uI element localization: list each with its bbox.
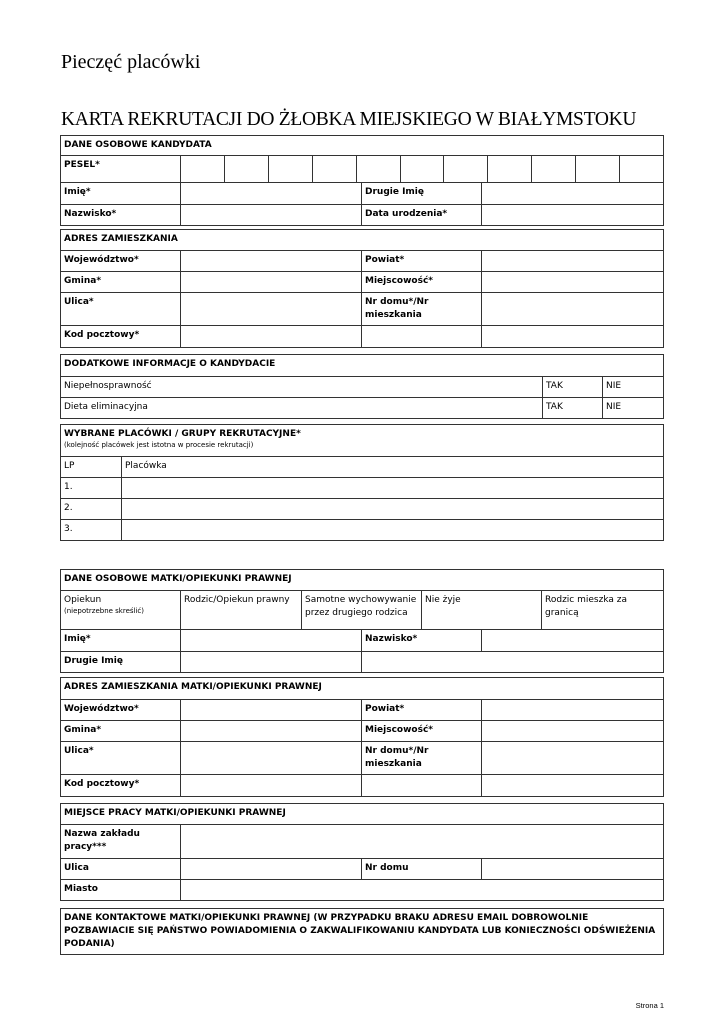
pesel-digit[interactable] <box>312 156 356 182</box>
additional-info-section <box>60 354 664 419</box>
facilities-header: WYBRANE PLACÓWKI / GRUPY REKRUTACYJNE* <box>64 429 301 439</box>
disability-yes-option[interactable]: TAK <box>543 377 603 398</box>
stamp-label: Pieczęć placówki <box>61 51 201 73</box>
section-header: DANE OSOBOWE MATKI/OPIEKUNKI PRAWNEJ <box>61 570 664 591</box>
mother-name-section <box>60 629 664 673</box>
company-field[interactable] <box>181 825 664 859</box>
birth-date-field[interactable] <box>482 205 664 226</box>
disability-label: Niepełnosprawność <box>61 377 543 398</box>
pesel-digit[interactable] <box>532 156 576 182</box>
birth-date-label: Data urodzenia* <box>362 205 482 226</box>
lp-column-header: LP <box>61 457 122 478</box>
candidate-section <box>60 135 664 226</box>
pesel-field[interactable] <box>181 156 664 183</box>
first-name-label: Imię* <box>61 183 181 205</box>
mother-house-no-label: Nr domu*/Nr mieszkania <box>362 742 482 775</box>
mother-postal-code-label: Kod pocztowy* <box>61 775 181 797</box>
guardian-note: (niepotrzebne skreślić) <box>64 607 145 615</box>
facility-row-number: 2. <box>61 499 122 520</box>
section-header: DODATKOWE INFORMACJE O KANDYDACIE <box>61 355 664 377</box>
mother-first-name-label: Imię* <box>61 630 181 652</box>
mother-second-name-field[interactable] <box>181 652 362 673</box>
guardian-option[interactable]: Nie żyje <box>422 591 542 630</box>
section-header: DANE KONTAKTOWE MATKI/OPIEKUNKI PRAWNEJ (W PRZYPADKU BRAKU ADRESU EMAIL DOBROWOLNIE POZBAWIACIE SIĘ PAŃSTWO POWIADOMIENIA O ZAKWALIFIKOWANIU KANDYDATA LUB KONIECZNOŚCI ODŚWIEŻENIA PODANIA) <box>61 909 664 955</box>
candidate-address-section <box>60 229 664 348</box>
county-label: Powiat* <box>362 251 482 272</box>
locality-label: Miejscowość* <box>362 272 482 293</box>
mother-locality-field[interactable] <box>482 721 664 742</box>
mother-street-field[interactable] <box>181 742 362 775</box>
mother-voivodeship-field[interactable] <box>181 700 362 721</box>
facility-column-header: Placówka <box>122 457 664 478</box>
mother-address-section <box>60 677 664 797</box>
empty-cell <box>482 775 664 797</box>
work-city-field[interactable] <box>181 880 664 901</box>
empty-cell <box>482 326 664 348</box>
guardian-label: Opiekun <box>64 595 102 605</box>
postal-code-field[interactable] <box>181 326 362 348</box>
mother-house-no-field[interactable] <box>482 742 664 775</box>
work-street-label: Ulica <box>61 859 181 880</box>
street-label: Ulica* <box>61 293 181 326</box>
commune-field[interactable] <box>181 272 362 293</box>
pesel-digit[interactable] <box>619 156 663 182</box>
guardian-option[interactable]: Samotne wychowywanie przez drugiego rodzica <box>302 591 422 630</box>
second-name-label: Drugie Imię <box>362 183 482 205</box>
diet-no-option[interactable]: NIE <box>603 398 664 419</box>
empty-cell <box>362 652 664 673</box>
postal-code-label: Kod pocztowy* <box>61 326 181 348</box>
pesel-label: PESEL* <box>61 156 181 183</box>
mother-commune-label: Gmina* <box>61 721 181 742</box>
commune-label: Gmina* <box>61 272 181 293</box>
mother-first-name-field[interactable] <box>181 630 362 652</box>
house-no-label: Nr domu*/Nr mieszkania <box>362 293 482 326</box>
facilities-section <box>60 424 664 541</box>
county-field[interactable] <box>482 251 664 272</box>
mother-work-section <box>60 803 664 901</box>
diet-yes-option[interactable]: TAK <box>543 398 603 419</box>
pesel-digit[interactable] <box>356 156 400 182</box>
last-name-field[interactable] <box>181 205 362 226</box>
last-name-label: Nazwisko* <box>61 205 181 226</box>
facility-field[interactable] <box>122 520 664 541</box>
mother-locality-label: Miejscowość* <box>362 721 482 742</box>
second-name-field[interactable] <box>482 183 664 205</box>
mother-contact-section <box>60 908 664 955</box>
voivodeship-label: Województwo* <box>61 251 181 272</box>
mother-last-name-field[interactable] <box>482 630 664 652</box>
voivodeship-field[interactable] <box>181 251 362 272</box>
pesel-digit[interactable] <box>181 156 225 182</box>
disability-no-option[interactable]: NIE <box>603 377 664 398</box>
empty-cell <box>362 326 482 348</box>
pesel-digit[interactable] <box>444 156 488 182</box>
pesel-digit[interactable] <box>225 156 269 182</box>
pesel-digit[interactable] <box>575 156 619 182</box>
section-header: ADRES ZAMIESZKANIA MATKI/OPIEKUNKI PRAWNEJ <box>61 678 664 700</box>
facility-row-number: 1. <box>61 478 122 499</box>
company-label: Nazwa zakładu pracy*** <box>61 825 181 859</box>
house-no-field[interactable] <box>482 293 664 326</box>
form-title: KARTA REKRUTACJI DO ŻŁOBKA MIEJSKIEGO W BIAŁYMSTOKU <box>61 109 637 130</box>
street-field[interactable] <box>181 293 362 326</box>
section-header: ADRES ZAMIESZKANIA <box>61 230 664 251</box>
work-house-no-label: Nr domu <box>362 859 482 880</box>
guardian-label-cell <box>61 591 181 630</box>
mother-street-label: Ulica* <box>61 742 181 775</box>
guardian-option[interactable]: Rodzic mieszka za granicą <box>542 591 664 630</box>
first-name-field[interactable] <box>181 183 362 205</box>
page-number: Strona 1 <box>635 1001 664 1010</box>
section-header: MIEJSCE PRACY MATKI/OPIEKUNKI PRAWNEJ <box>61 804 664 825</box>
mother-last-name-label: Nazwisko* <box>362 630 482 652</box>
guardian-option[interactable]: Rodzic/Opiekun prawny <box>181 591 302 630</box>
empty-cell <box>362 775 482 797</box>
mother-postal-code-field[interactable] <box>181 775 362 797</box>
facility-row-number: 3. <box>61 520 122 541</box>
facilities-note: (kolejność placówek jest istotna w procesie rekrutacji) <box>64 441 254 449</box>
mother-commune-field[interactable] <box>181 721 362 742</box>
mother-voivodeship-label: Województwo* <box>61 700 181 721</box>
mother-section <box>60 569 664 630</box>
locality-field[interactable] <box>482 272 664 293</box>
mother-county-field[interactable] <box>482 700 664 721</box>
diet-label: Dieta eliminacyjna <box>61 398 543 419</box>
facility-field[interactable] <box>122 499 664 520</box>
section-header: DANE OSOBOWE KANDYDATA <box>61 136 664 156</box>
pesel-digit[interactable] <box>488 156 532 182</box>
work-house-no-field[interactable] <box>482 859 664 880</box>
pesel-digit[interactable] <box>400 156 444 182</box>
pesel-digit[interactable] <box>269 156 313 182</box>
work-city-label: Miasto <box>61 880 181 901</box>
section-header <box>61 425 664 457</box>
mother-county-label: Powiat* <box>362 700 482 721</box>
facility-field[interactable] <box>122 478 664 499</box>
work-street-field[interactable] <box>181 859 362 880</box>
mother-second-name-label: Drugie Imię <box>61 652 181 673</box>
